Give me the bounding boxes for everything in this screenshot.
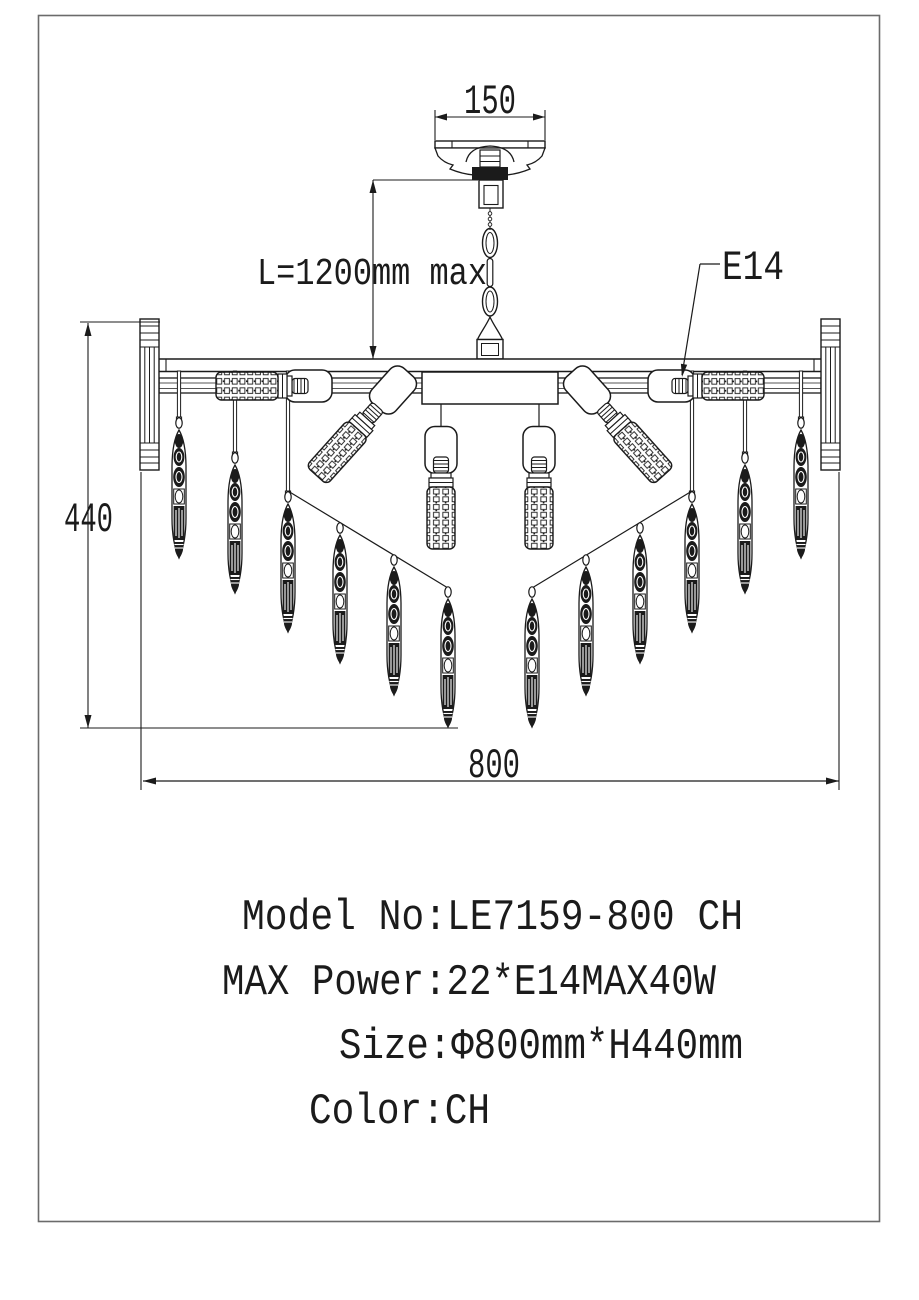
canopy [435, 141, 545, 180]
suspension-length-label: L=1200mm max [257, 253, 487, 296]
hanger-wire-right [532, 491, 692, 588]
crystal-drop [738, 453, 752, 593]
corn-bulb-diagonal-left [306, 398, 388, 485]
spec-line-size: Size:Φ800mm*H440mm [339, 1022, 743, 1072]
spec-line-color: Color:CH [309, 1087, 490, 1137]
crystal-drop [281, 492, 295, 632]
crystal-drop [794, 418, 808, 558]
right-finial [821, 319, 840, 470]
dimension-canopy-width [435, 78, 545, 140]
chain-link [487, 259, 493, 287]
left-finial [140, 319, 159, 470]
diameter-label: 800 [468, 742, 520, 790]
socket-type-label: E14 [722, 244, 784, 292]
height-label: 440 [64, 496, 113, 544]
corn-bulb-diagonal-right [592, 398, 674, 485]
center-hub [422, 372, 558, 404]
crystal-drop [387, 555, 401, 695]
crystal-drop [333, 523, 347, 663]
crystal-drop [633, 523, 647, 663]
spec-line-model: Model No:LE7159-800 CH [242, 893, 743, 943]
hanger-wire-left [288, 491, 448, 588]
crystal-drop [685, 492, 699, 632]
crystal-drop [172, 418, 186, 558]
spec-line-max-power: MAX Power:22*E14MAX40W [222, 958, 717, 1008]
crystal-drop [579, 555, 593, 695]
spec-text [222, 893, 743, 1137]
chain-hook [478, 317, 503, 340]
crystal-drop [228, 453, 242, 593]
frame-bar [158, 359, 822, 372]
canopy-width-label: 150 [464, 78, 516, 126]
crystal-drop [525, 587, 539, 727]
e14-callout [681, 244, 784, 377]
dimension-suspension-length [257, 180, 487, 359]
crystal-drop [441, 587, 455, 727]
dimension-diameter [141, 472, 839, 790]
